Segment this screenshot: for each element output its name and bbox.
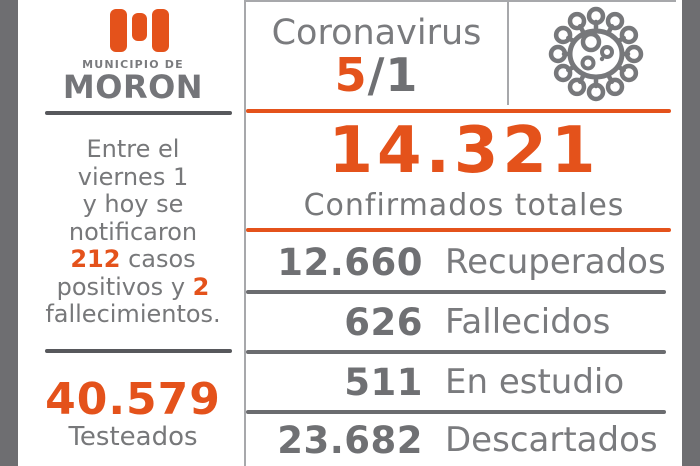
- org-name-small: MUNICIPIO DE: [82, 58, 184, 71]
- logo-bar-middle: [132, 13, 147, 41]
- summary-note: [18, 136, 248, 329]
- virus-icon: [509, 2, 682, 106]
- stat-label: En estudio: [445, 362, 625, 402]
- header-block: [246, 0, 507, 106]
- stat-label: Descartados: [445, 420, 658, 460]
- page-title: Coronavirus: [271, 13, 482, 53]
- right-edge-strip: [682, 0, 700, 466]
- stat-row-discarded: [246, 412, 682, 466]
- orange-divider-top: [246, 109, 671, 113]
- note-line: viernes 1: [77, 162, 189, 191]
- stat-label: Recuperados: [445, 242, 666, 282]
- left-edge-strip: [0, 0, 18, 466]
- confirmed-total-label: Confirmados totales: [303, 188, 625, 223]
- stat-value: 23.682: [277, 418, 423, 462]
- org-name-large: MORON: [62, 68, 204, 106]
- report-date: 5/1: [334, 48, 419, 102]
- note-line: Entre el: [86, 135, 180, 163]
- logo-bar-left: [110, 9, 127, 52]
- left-column: [18, 0, 248, 466]
- right-column: [246, 0, 682, 466]
- note-line: notificaron: [68, 217, 198, 246]
- tested-label: Testeados: [68, 422, 198, 452]
- note-line: fallecimientos.: [45, 300, 221, 328]
- note-line: positivos y 2: [56, 272, 210, 301]
- left-divider-bottom: [45, 349, 232, 353]
- note-line: 212 casos: [70, 245, 196, 273]
- stat-row-recovered: [246, 234, 682, 290]
- stat-value: 511: [344, 360, 423, 404]
- stat-label: Fallecidos: [445, 302, 611, 342]
- stat-row-under-study: [246, 354, 682, 410]
- new-cases-count: 212: [70, 245, 121, 273]
- orange-divider-bottom: [246, 228, 671, 232]
- note-line: y hoy se: [82, 190, 184, 218]
- logo-bar-right: [152, 9, 169, 52]
- new-deaths-count: 2: [192, 272, 210, 301]
- confirmed-total-value: 14.321: [328, 114, 600, 188]
- stat-value: 12.660: [277, 240, 423, 284]
- stat-value: 626: [344, 300, 423, 344]
- stat-row-deceased: [246, 294, 682, 350]
- left-divider-top: [45, 111, 232, 115]
- tested-value: 40.579: [45, 374, 221, 425]
